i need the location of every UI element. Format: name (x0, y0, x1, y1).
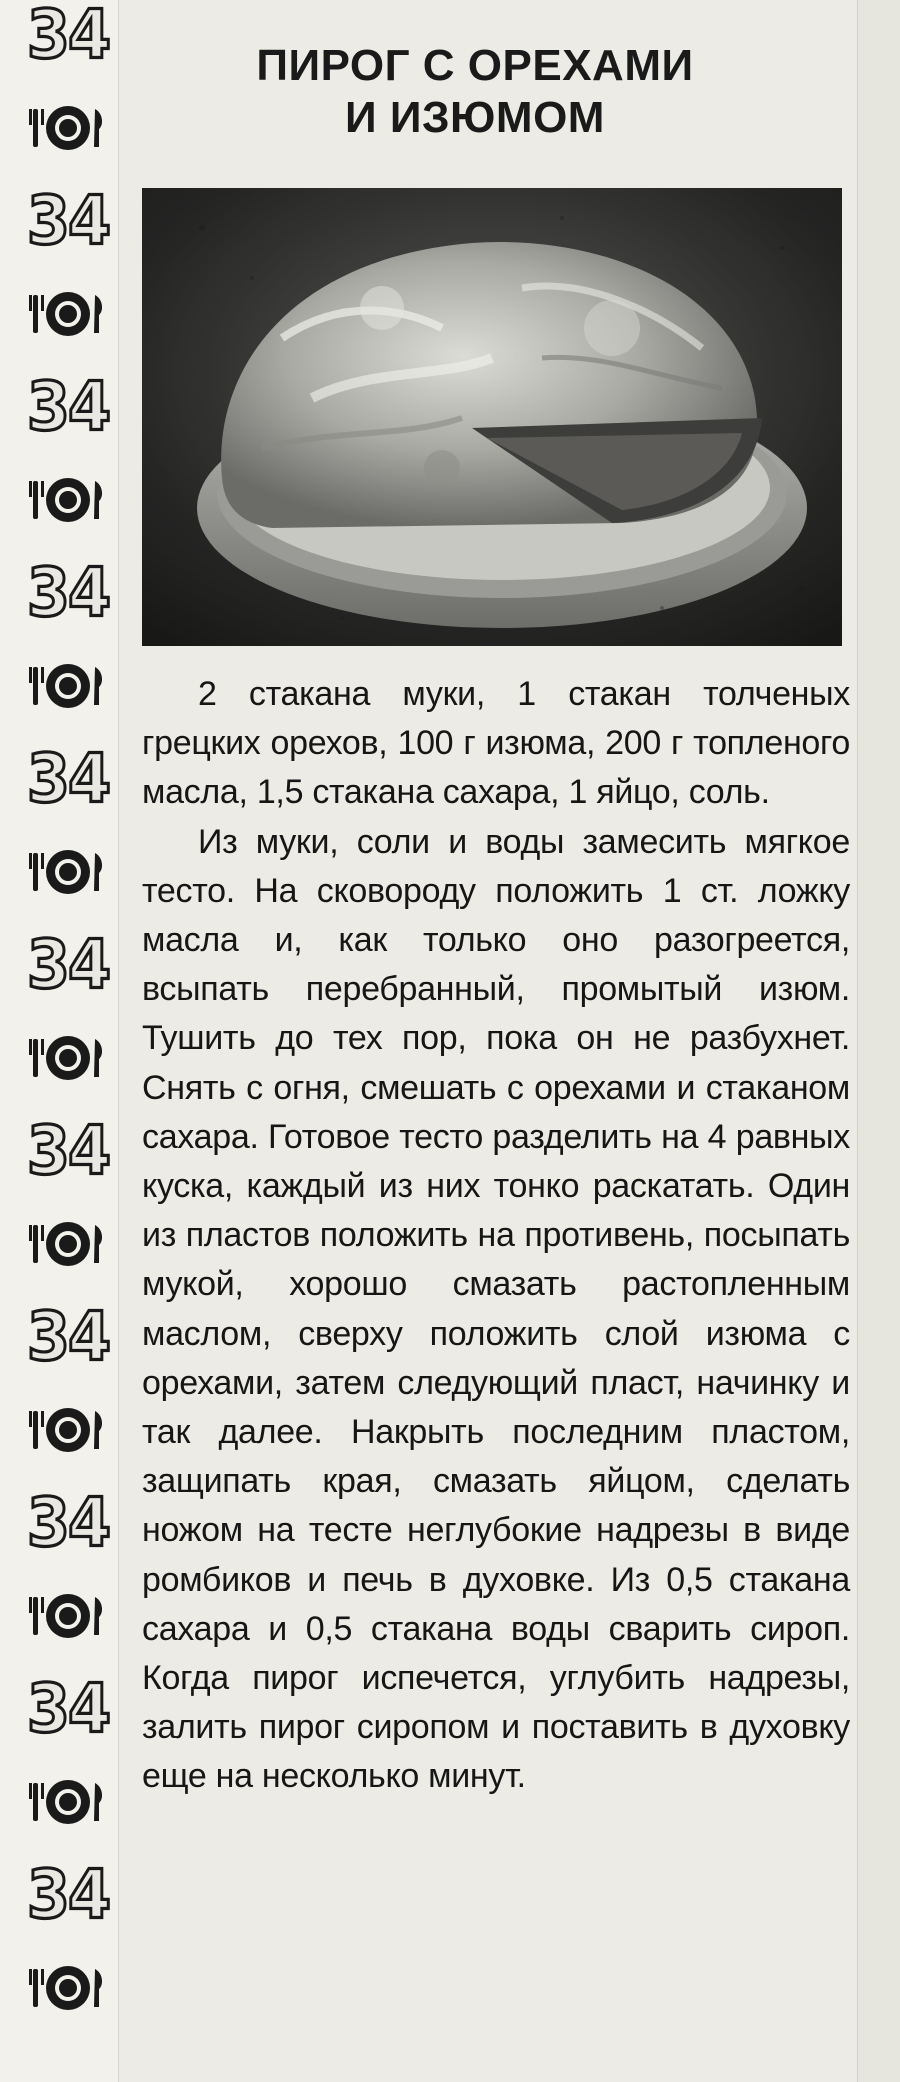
number-badge-text: 34 (26, 181, 110, 260)
plate-fork-knife-icon (28, 93, 108, 163)
plate-fork-knife-icon (28, 279, 108, 349)
recipe-body (142, 670, 850, 1802)
plate-fork-knife-icon-graphic (29, 847, 107, 897)
plate-fork-knife-icon (28, 465, 108, 535)
number-badge (26, 1855, 110, 1934)
number-badge-text: 34 (26, 739, 110, 818)
plate-fork-knife-icon-graphic (29, 661, 107, 711)
plate-fork-knife-icon-graphic (29, 1219, 107, 1269)
number-badge-text: 34 (26, 1111, 110, 1190)
recipe-title-line-2: И ИЗЮМОМ (345, 93, 605, 142)
number-badge (26, 925, 110, 1004)
recipe-title (175, 40, 775, 144)
side-decoration-strip (0, 0, 119, 2082)
number-badge-text: 34 (26, 925, 110, 1004)
number-badge (26, 739, 110, 818)
plate-fork-knife-icon (28, 1023, 108, 1093)
plate-fork-knife-icon-graphic (29, 1963, 107, 2013)
number-badge (26, 1297, 110, 1376)
number-badge (26, 181, 110, 260)
number-badge-text: 34 (26, 1669, 110, 1748)
number-badge (26, 0, 110, 74)
plate-fork-knife-icon (28, 1581, 108, 1651)
plate-fork-knife-icon (28, 837, 108, 907)
instructions-paragraph: Из муки, соли и воды замесить мягкое тесто. На сковороду положить 1 ст. ложку масла и, как только оно разогреется, всыпать перебранный, промытый изюм. Тушить до тех пор, пока он не разбухнет. Снять с огня, смешать с орехами и стаканом сахара. Готовое тесто разделить на 4 равных куска, каждый из них тонко раскатать. Один из пластов положить на противень, посыпать мукой, хорошо смазать растопленным маслом, сверху положить слой изюма с орехами, затем следующий пласт, начинку и так далее. Накрыть последним пластом, защипать края, смазать яйцом, сделать ножом на тесте неглубокие надрезы в виде ромбиков и печь в духовке. Из 0,5 стакана сахара и 0,5 стакана воды сварить сироп. Когда пирог испечется, углубить надрезы, залить пирог сиропом и поставить в духовку еще на несколько минут. (142, 822, 850, 1796)
plate-fork-knife-icon-graphic (29, 1033, 107, 1083)
number-badge-text: 34 (26, 1297, 110, 1376)
pie-photo (142, 188, 842, 646)
number-badge (26, 1483, 110, 1562)
plate-fork-knife-icon (28, 1395, 108, 1465)
plate-fork-knife-icon-graphic (29, 1591, 107, 1641)
plate-fork-knife-icon (28, 1767, 108, 1837)
plate-fork-knife-icon-graphic (29, 1405, 107, 1455)
number-badge (26, 1669, 110, 1748)
number-badge-text: 34 (26, 1855, 110, 1934)
recipe-title-line-1: ПИРОГ С ОРЕХАМИ (256, 41, 694, 90)
plate-fork-knife-icon-graphic (29, 103, 107, 153)
number-badge (26, 1111, 110, 1190)
plate-fork-knife-icon-graphic (29, 289, 107, 339)
plate-fork-knife-icon-graphic (29, 1777, 107, 1827)
neighbor-page-edge (857, 0, 900, 2082)
number-badge (26, 553, 110, 632)
plate-fork-knife-icon (28, 1209, 108, 1279)
number-badge-text: 34 (26, 0, 110, 74)
number-badge (26, 367, 110, 446)
number-badge-text: 34 (26, 553, 110, 632)
pie-photo-illustration (142, 188, 842, 646)
plate-fork-knife-icon (28, 651, 108, 721)
number-badge-text: 34 (26, 1483, 110, 1562)
number-badge-text: 34 (26, 367, 110, 446)
plate-fork-knife-icon-graphic (29, 475, 107, 525)
ingredients-paragraph: 2 стакана муки, 1 стакан толченых грецких орехов, 100 г изюма, 200 г топленого масла, 1,5 стакана сахара, 1 яйцо, соль. (142, 675, 850, 812)
plate-fork-knife-icon (28, 1953, 108, 2023)
